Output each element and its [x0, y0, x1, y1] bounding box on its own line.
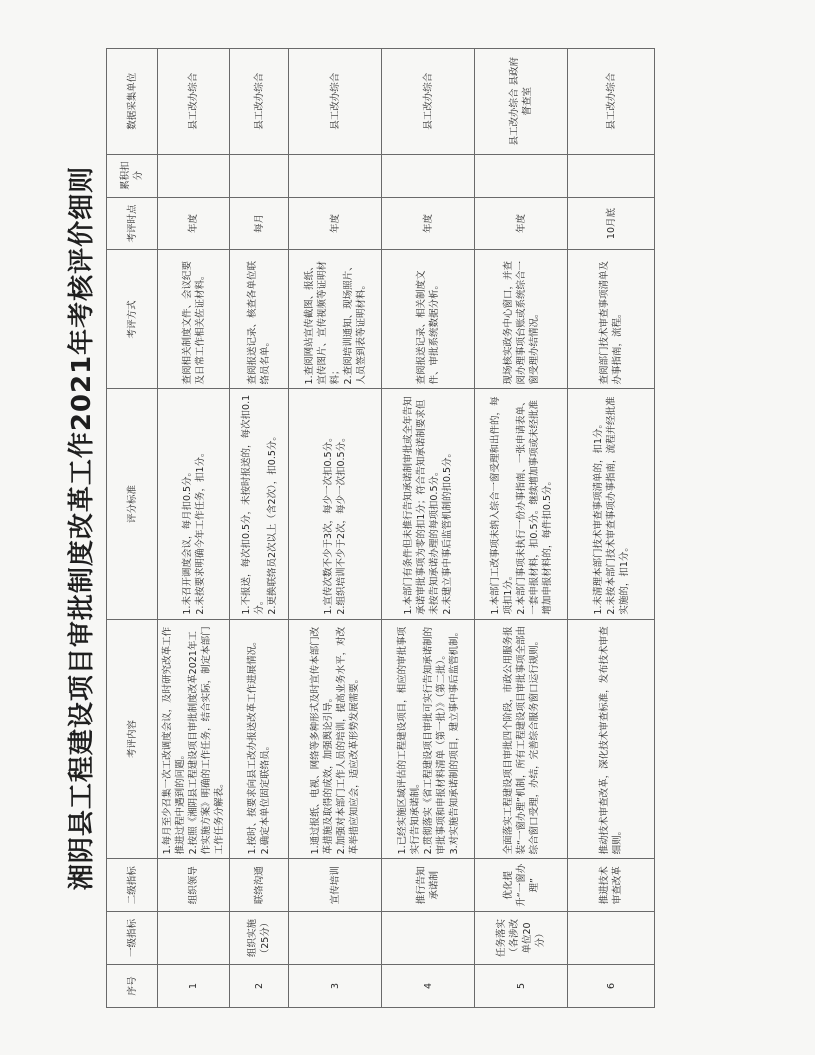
header-level2: 二级指标 [107, 859, 158, 912]
table-row [568, 49, 655, 1008]
cell-unit: 县工改办综合 [230, 49, 289, 155]
header-unit: 数据采集单位 [107, 49, 158, 155]
table-row [230, 49, 289, 1008]
cell-deduct [289, 154, 382, 197]
evaluation-table [106, 48, 655, 1008]
content-line: 1.按时、按要求向县工改办报送改革工作进展情况。 [247, 636, 258, 855]
content-line: 推动技术审查改革，深化技术审查标准，发布技术审查细则。 [599, 626, 623, 855]
method-line: 1.查阅网站宣传截图、报纸、宣传图片、宣传视频等证明材料； [303, 260, 341, 385]
cell-level2: 宣传培训 [289, 859, 382, 912]
cell-content [382, 619, 475, 859]
table-row [475, 49, 568, 1008]
cell-level2: 推进技术审查改革 [568, 859, 655, 912]
cell-unit: 县工改办综合 [382, 49, 475, 155]
cell-content [568, 619, 655, 859]
cell-unit: 县工改办综合 [568, 49, 655, 155]
cell-deduct [382, 154, 475, 197]
cell-criteria [475, 389, 568, 619]
cell-criteria [289, 389, 382, 619]
content-line: 1.通过报纸、电视、网络等多种形式及时宣传本部门改革措施及取得的成效，加强舆论引导。 [310, 626, 334, 855]
criteria-line: 1.本部门有条件但未推行告知承诺制审批或全年告知承诺审批事项为零的扣1分；符合告知承诺制要求但未按告知承诺办理的每项扣0.5分。 [403, 396, 440, 615]
content-line: 3.对实施告知承诺制的项目，建立事中事后监管机制。 [448, 626, 460, 855]
cell-level2: 联络沟通 [230, 859, 289, 912]
criteria-line: 2.组织培训不少于2次，每少一次扣0.5分。 [336, 432, 347, 615]
header-criteria: 评分标准 [107, 389, 158, 619]
cell-time: 年度 [382, 197, 475, 250]
header-method: 考评方式 [107, 250, 158, 389]
criteria-line: 1.未清理本部门技术审查事项清单的，扣1分。 [592, 419, 604, 615]
header-level1: 一级指标 [107, 912, 158, 965]
cell-no: 4 [382, 964, 475, 1007]
rotated-landscape-content [58, 48, 758, 1008]
cell-content [289, 619, 382, 859]
cell-time: 年度 [475, 197, 568, 250]
cell-deduct [158, 154, 230, 197]
method-line: 现场核实政务中心窗口，并查阅办理事项台账或系统综合一窗受理办结情况。 [502, 260, 540, 385]
criteria-line: 1.不报送，每次扣0.5分，未按时报送的，每次扣0.1分。 [240, 394, 265, 615]
cell-content [475, 619, 568, 859]
content-line: 2.按照《湘阴县工程建设项目审批制度改革2021年工作实施方案》明确的工作任务，结合实际，制定本部门工作任务分解表。 [188, 626, 225, 855]
criteria-line: 1.宣传次数不少于3次，每少一次扣0.5分。 [323, 432, 334, 615]
content-line: 1.每月至少召集一次工改调度会议，及时研究改革工作推进过程中遇到的问题。 [162, 626, 186, 855]
criteria-line: 2.未建立事中事后监管机制的扣0.5分。 [442, 447, 453, 615]
criteria-line: 2.未按要求明确今年工作任务，扣1分。 [194, 447, 206, 615]
cell-no: 2 [230, 964, 289, 1007]
cell-time: 10月底 [568, 197, 655, 250]
cell-deduct [475, 154, 568, 197]
header-row [107, 49, 158, 1008]
table-row [158, 49, 230, 1008]
content-line: 全面落实工程建设项目审批四个阶段，市政公用服务报装“一窗办理”机制，所有工程建设项目审批事项全部由综合窗口受理，办结，完善综合服务窗口运行规则。 [502, 626, 540, 855]
cell-time: 年度 [289, 197, 382, 250]
table-row [382, 49, 475, 1008]
method-line: 查阅部门技术审查事项清单及办事指南，流程。 [599, 260, 623, 385]
cell-method [382, 250, 475, 389]
cell-content [230, 619, 289, 859]
criteria-line: 1.未召开调度会议，每月扣0.5分。 [181, 466, 193, 615]
cell-unit: 县工改办综合 县政府督查室 [475, 49, 568, 155]
cell-level1 [382, 912, 475, 965]
cell-method [230, 250, 289, 389]
content-line: 2.确定本单位固定联络员。 [260, 740, 271, 855]
cell-level2: 优化提升“一窗办理” [475, 859, 568, 912]
cell-unit: 县工改办综合 [289, 49, 382, 155]
method-line: 查阅报送记录、核查各单位联络员名单。 [247, 260, 271, 385]
header-deduct: 累积扣分 [107, 154, 158, 197]
cell-deduct [568, 154, 655, 197]
cell-method [158, 250, 230, 389]
header-no: 序号 [107, 964, 158, 1007]
cell-no: 6 [568, 964, 655, 1007]
cell-method [289, 250, 382, 389]
criteria-line: 2.更换联络员2次以上（含2次），扣0.5分。 [266, 431, 278, 615]
method-line: 查阅相关制度文件、会议纪要及日常工作相关佐证材料。 [181, 260, 206, 385]
content-line: 2.贯彻落实《省工程建设项目审批可实行告知承诺制的审批事项和申报材料清单（第一批）》（第二批）。 [422, 626, 447, 855]
cell-level2: 组织领导 [158, 859, 230, 912]
criteria-line: 1.本部门工改事项未纳入综合一窗受理和出件的，每项扣1分。 [489, 396, 514, 615]
cell-no: 1 [158, 964, 230, 1007]
document-title: 湘阴县工程建设项目审批制度改革工作2021年考核评价细则 [67, 165, 97, 891]
cell-level1 [289, 912, 382, 965]
method-line: 2.查阅培训通知、现场照片、人员签到表等证明材料。 [342, 261, 367, 385]
cell-time: 每月 [230, 197, 289, 250]
criteria-line: 2.未按本部门技术审查事项办事指南，流程并经批准实施的，扣1分。 [605, 396, 630, 615]
cell-level1 [158, 912, 230, 965]
table-row [289, 49, 382, 1008]
cell-level1: 组织实施（25分） [230, 912, 289, 965]
content-line: 1.已经实施区域评估的工程建设项目，相应的审批事项实行告知承诺制。 [396, 626, 421, 855]
cell-no: 5 [475, 964, 568, 1007]
cell-time: 年度 [158, 197, 230, 250]
cell-criteria [158, 389, 230, 619]
cell-method [568, 250, 655, 389]
header-time: 考评时点 [107, 197, 158, 250]
cell-level1: 任务落实（各涉改单位20分） [475, 912, 568, 965]
cell-content [158, 619, 230, 859]
method-line: 查阅报送记录、相关制度文件、审批系统数据分析。 [416, 270, 440, 385]
cell-level2: 推行告知承诺制 [382, 859, 475, 912]
cell-level1 [568, 912, 655, 965]
cell-deduct [230, 154, 289, 197]
cell-method [475, 250, 568, 389]
criteria-line: 2.本部门事项未执行一份办事指南、一张申请表单、一套申报材料，扣0.5分。继续增加事项或未经批准增加申报材料的，每件扣0.5分。 [515, 396, 553, 615]
cell-criteria [382, 389, 475, 619]
cell-criteria [230, 389, 289, 619]
cell-criteria [568, 389, 655, 619]
cell-unit: 县工改办综合 [158, 49, 230, 155]
content-line: 2.加强对本部门工作人员的培训，提高业务水平，对改革举措应知应会，适应改革形势发展需要。 [336, 626, 360, 855]
header-content: 考评内容 [107, 619, 158, 859]
cell-no: 3 [289, 964, 382, 1007]
